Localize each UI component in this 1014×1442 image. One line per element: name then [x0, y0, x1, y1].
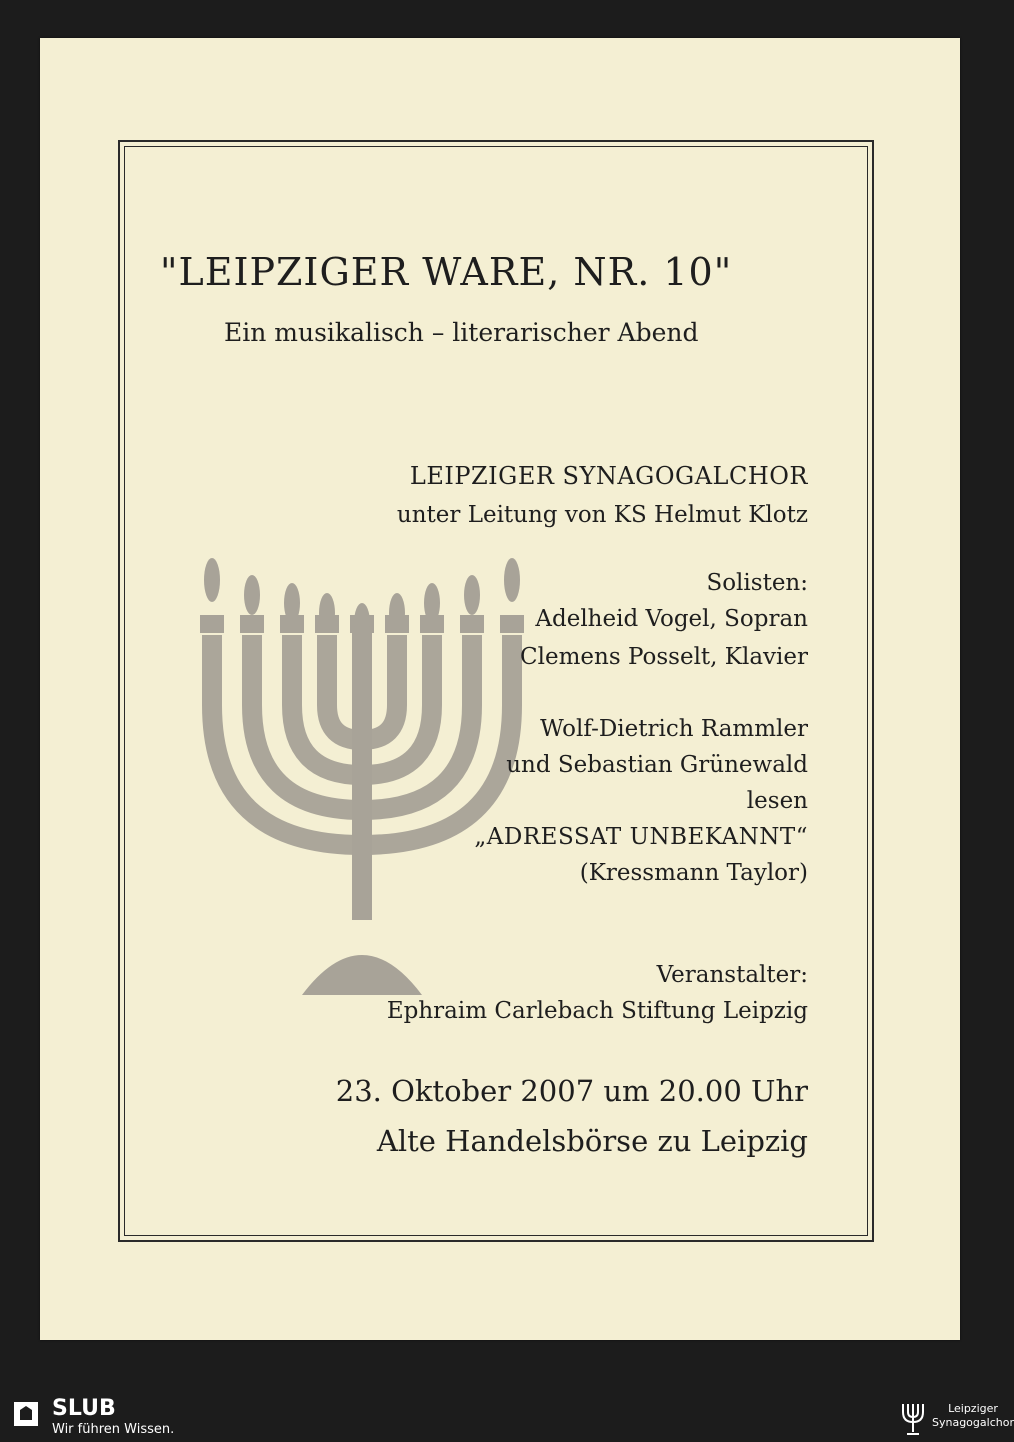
choir-leadership: unter Leitung von KS Helmut Klotz — [396, 502, 808, 528]
poster-title: "LEIPZIGER WARE, NR. 10" — [160, 250, 733, 294]
soloist-soprano: Adelheid Vogel, Sopran — [535, 606, 808, 632]
work-author: (Kressmann Taylor) — [579, 860, 808, 886]
footer-bar — [0, 1392, 1014, 1442]
soloists-heading: Solisten: — [706, 570, 808, 596]
reader-line-3: lesen — [746, 788, 808, 814]
slub-logo-icon[interactable] — [12, 1400, 40, 1428]
soloist-piano: Clemens Posselt, Klavier — [520, 644, 808, 670]
event-date: 23. Oktober 2007 um 20.00 Uhr — [335, 1074, 808, 1108]
menorah-icon — [192, 555, 532, 1005]
partner-line-1: Leipziger — [948, 1402, 998, 1415]
choir-name: LEIPZIGER SYNAGOGALCHOR — [409, 462, 808, 490]
reader-line-1: Wolf-Dietrich Rammler — [540, 716, 808, 742]
organizer-heading: Veranstalter: — [656, 962, 808, 988]
work-title: „ADRESSAT UNBEKANNT“ — [474, 824, 808, 850]
event-venue: Alte Handelsbörse zu Leipzig — [376, 1124, 808, 1158]
reader-line-2: und Sebastian Grünewald — [506, 752, 808, 778]
library-slogan: Wir führen Wissen. — [52, 1422, 175, 1437]
synagogalchor-logo-icon — [898, 1396, 928, 1436]
partner-name — [932, 1402, 1014, 1430]
poster-subtitle: Ein musikalisch – literarischer Abend — [224, 318, 699, 347]
partner-line-2: Synagogalchor — [932, 1416, 1014, 1429]
organizer-name: Ephraim Carlebach Stiftung Leipzig — [386, 998, 808, 1024]
library-name[interactable]: SLUB — [52, 1396, 116, 1421]
